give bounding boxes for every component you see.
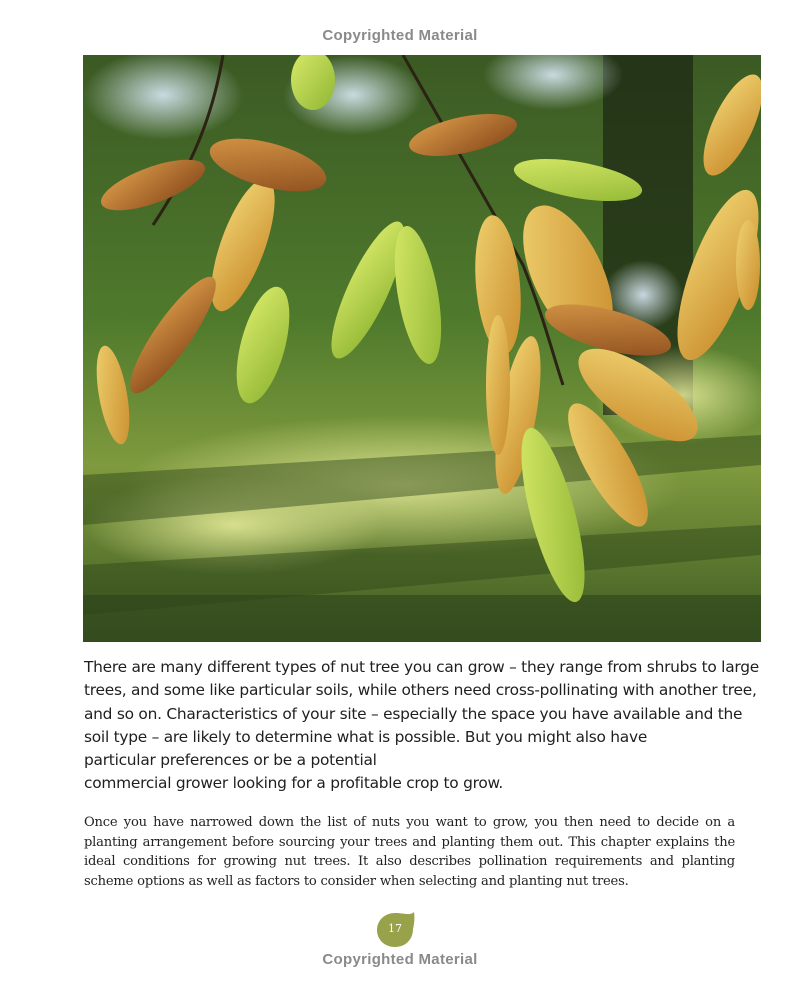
page-number: 17	[388, 922, 402, 935]
lead-line: commercial grower looking for a profitable crop to grow.	[84, 774, 504, 793]
copyright-watermark-bottom: Copyrighted Material	[322, 951, 478, 968]
copyright-watermark-top: Copyrighted Material	[322, 27, 478, 44]
lead-line: particular preferences or be a potential	[84, 751, 377, 770]
lead-line: There are many different types of nut tree you can grow – they range from shrubs to large	[84, 658, 759, 676]
lead-paragraph	[84, 656, 759, 796]
lead-line: and so on. Characteristics of your site – especially the space you have available and the	[84, 704, 743, 723]
lead-line: soil type – are likely to determine what is possible. But you might also have	[84, 727, 648, 746]
lead-line: trees, and some like particular soils, while others need cross-pollinating with another tree,	[84, 681, 757, 700]
page-number-badge	[376, 911, 416, 949]
chestnut-leaves-photo	[83, 55, 761, 642]
body-paragraph: Once you have narrowed down the list of nuts you want to grow, you then need to decide on a planting arrangement before sourcing your trees and planting them out. This chapter explains the ideal conditions for growing nut trees. It also describes pollination requirements and planting scheme options as well as factors to consider when selecting and planting nut trees.	[84, 815, 735, 889]
